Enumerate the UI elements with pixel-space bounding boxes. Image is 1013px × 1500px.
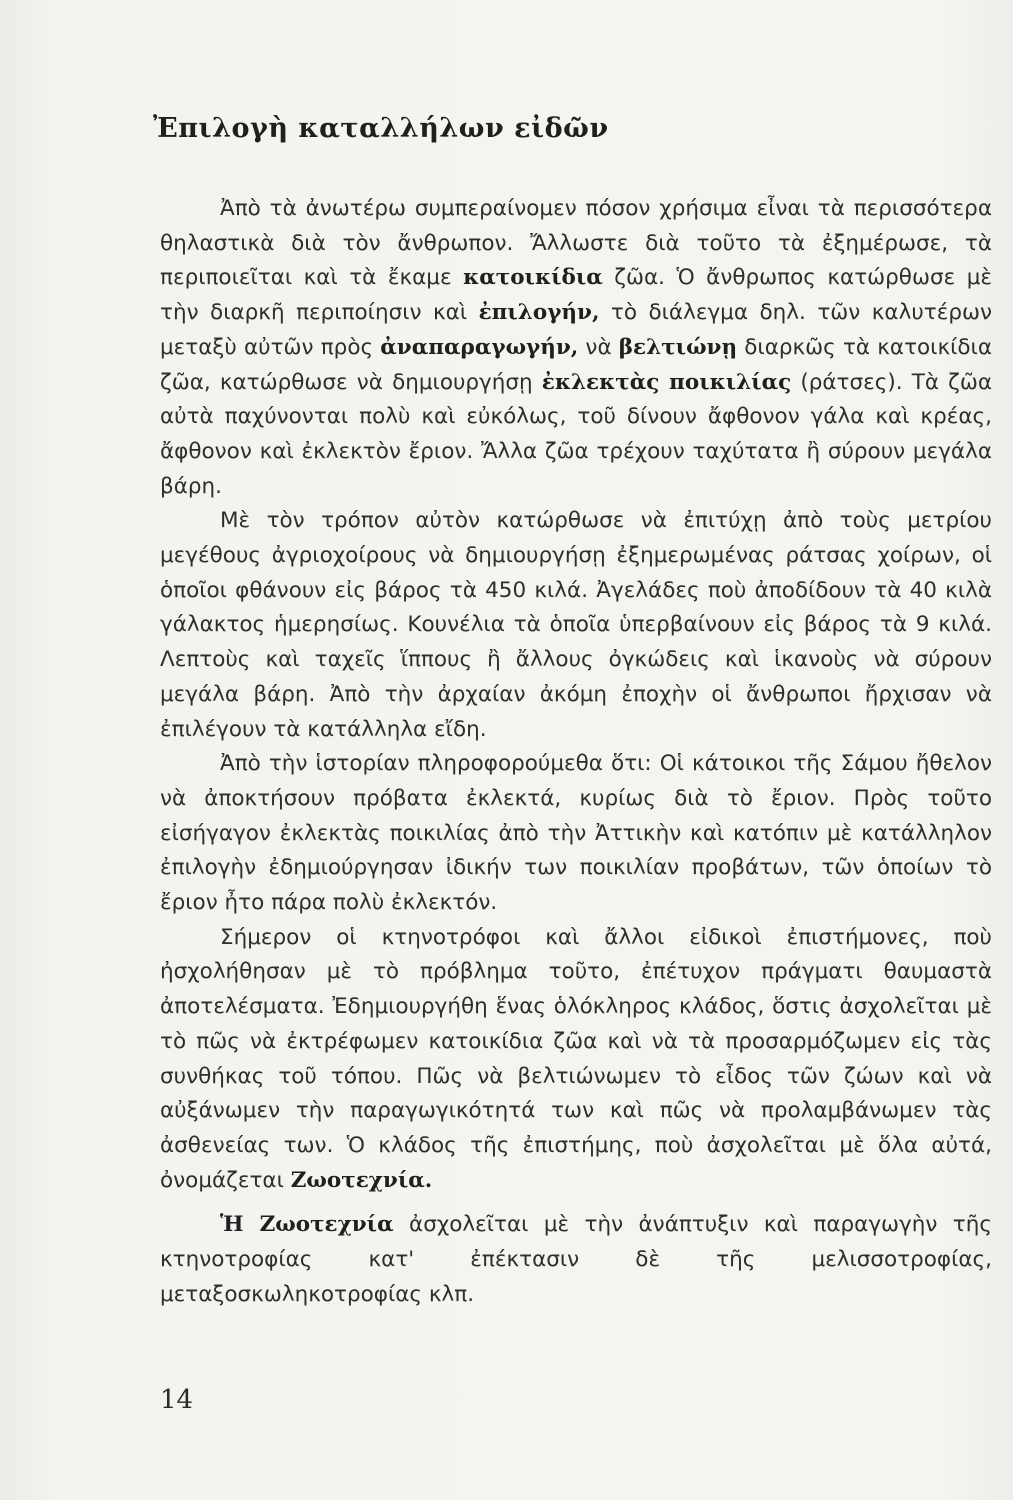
p4-text-1: Σήμερον οἱ κτηνοτρόφοι καὶ ἄλλοι εἰδικοὶ ἐπιστήμονες, ποὺ ἠσχολήθησαν μὲ τὸ πρόβλημα τοῦτο, ἐπέτυχον πράγματι θαυμαστὰ ἀποτελέσματα. Ἐδημιουργήθη ἕνας ὁλόκληρος κλάδος, ὅστις ἀσχολεῖται μὲ τὸ πῶς νὰ ἐκτρέφωμεν κατοικίδια ζῶα καὶ νὰ τὰ προσαρμόζωμεν εἰς τὰς συνθήκας τοῦ τόπου. Πῶς νὰ βελτιώνωμεν τὸ εἶδος τῶν ζώων καὶ νὰ αὐξάνωμεν τὴν παραγωγικότητά των καὶ πῶς νὰ προλαμβάνωμεν τὰς ἀσθενείας των. Ὁ κλάδος τῆς ἐπιστήμης, ποὺ ἀσχολεῖται μὲ ὅλα αὐτά, ὀνομάζεται [160, 924, 992, 1193]
p1-text-3: τὸ διάλεγμα δηλ. τῶν καλυτέρων μεταξὺ αὐτῶν πρὸς [160, 300, 992, 360]
term-improve: βελτιώνῃ [618, 334, 738, 360]
p1-text-4: νὰ [578, 334, 619, 360]
term-selection: ἐπιλογήν, [478, 300, 600, 326]
paragraph-3: Ἀπὸ τὴν ἱστορίαν πληροφορούμεθα ὅτι: Οἱ κάτοικοι τῆς Σάμου ἤθελον νὰ ἀποκτήσουν πρόβατα ἐκλεκτά, κυρίως διὰ τὸ ἔριον. Πρὸς τοῦτο εἰσήγαγον ἐκλεκτὰς ποικιλίας ἀπὸ τὴν Ἀττικὴν καὶ κατόπιν μὲ κατάλληλον ἐπιλογὴν ἐδημιούργησαν ἰδικήν των ποικιλίαν προβάτων, τῶν ὁποίων τὸ ἔριον ἦτο πάρα πολὺ ἐκλεκτόν. [160, 751, 992, 916]
term-reproduction: ἀναπαραγωγήν, [380, 334, 579, 360]
term-domestic: κατοικίδια [463, 265, 603, 291]
term-select-varieties: ἐκλεκτὰς ποικιλίας [541, 369, 792, 395]
page-number: 14 [160, 1385, 194, 1415]
section-heading: Ἐπιλογὴ καταλλήλων εἰδῶν [153, 113, 609, 144]
p1-text-6: (ράτσες). Τὰ ζῶα αὐτὰ παχύνονται πολὺ καὶ εὐκόλως, τοῦ δίνουν ἄφθονον γάλα καὶ κρέας, ἄφθονον καὶ ἐκλεκτὸν ἔριον. Ἄλλα ζῶα τρέχουν ταχύτατα ἢ σύρουν μεγάλα βάρη. [160, 369, 993, 499]
page-content [153, 112, 993, 1313]
paragraph-5 [160, 1208, 992, 1312]
p1-text-1: Ἀπὸ τὰ ἀνωτέρω συμπεραίνομεν πόσον χρήσιμα εἶναι τὰ περισσότερα θηλαστικὰ διὰ τὸν ἄνθρωπον. Ἄλλωστε διὰ τοῦτο τὰ ἐξημέρωσε, τὰ περιποιεῖται καὶ τὰ ἔκαμε [160, 196, 992, 291]
p5-text-1: ἀσχολεῖται μὲ τὴν ἀνάπτυξιν καὶ παραγωγὴν τῆς κτηνοτροφίας κατ' ἐπέκτασιν δὲ τῆς μελισσοτροφίας, μεταξοσκωληκοτροφίας κλπ. [160, 1212, 992, 1307]
paragraph-2: Μὲ τὸν τρόπον αὐτὸν κατώρθωσε νὰ ἐπιτύχῃ ἀπὸ τοὺς μετρίου μεγέθους ἀγριοχοίρους νὰ δημιουργήσῃ ἐξημερωμένας ράτσας χοίρων, οἱ ὁποῖοι φθάνουν εἰς βάρος τὰ 450 κιλά. Ἀγελάδες ποὺ ἀποδίδουν τὰ 40 κιλὰ γάλακτος ἡμερησίως. Κουνέλια τὰ ὁποῖα ὑπερβαίνουν εἰς βάρος τὰ 9 κιλά. Λεπτοὺς καὶ ταχεῖς ἵππους ἢ ἄλλους ὀγκώδεις καὶ ἱκανοὺς νὰ σύρουν μεγάλα βάρη. Ἀπὸ τὴν ἀρχαίαν ἀκόμη ἐποχὴν οἱ ἄνθρωποι ἤρχισαν νὰ ἐπιλέγουν τὰ κατάλληλα εἴδη. [160, 508, 992, 742]
p1-text-2: ζῶα. Ὁ ἄνθρωπος κατώρθωσε μὲ τὴν διαρκῆ περιποίησιν καὶ [160, 265, 992, 326]
term-zootechnics: Ζωοτεχνία. [290, 1167, 433, 1193]
p1-text-5: διαρκῶς τὰ κατοικίδια ζῶα, κατώρθωσε νὰ δημιουργήσῃ [160, 334, 992, 395]
term-zootechnics-subject: Ἡ Ζωοτεχνία [220, 1212, 394, 1238]
paragraph-1 [160, 192, 992, 504]
paragraph-4 [160, 921, 992, 1199]
